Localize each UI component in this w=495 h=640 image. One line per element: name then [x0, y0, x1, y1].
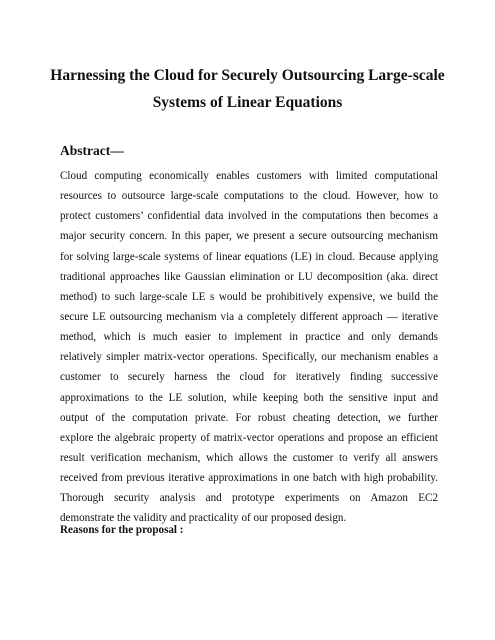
abstract-line: protect customers’ confidential data involved in the computations then becomes a: [60, 210, 438, 223]
paper-title-line-1: Harnessing the Cloud for Securely Outsourcing Large-scale: [50, 67, 445, 84]
abstract-line: output of the computation private. For robust cheating detection, we further: [60, 411, 438, 424]
abstract-line: customer to securely harness the cloud for iteratively finding successive: [60, 371, 438, 384]
paper-title: [40, 62, 455, 116]
reasons-heading: Reasons for the proposal :: [60, 524, 184, 536]
abstract-heading: Abstract—: [60, 143, 124, 158]
abstract-line: relatively simpler matrix-vector operations. Specifically, our mechanism enables a: [60, 351, 438, 364]
abstract-line: explore the algebraic property of matrix-vector operations and propose an efficient: [60, 431, 438, 444]
abstract-line: Thorough security analysis and prototype experiments on Amazon EC2: [60, 492, 438, 505]
abstract-line: result verification mechanism, which allows the customer to verify all answers: [60, 451, 438, 464]
abstract-line: Cloud computing economically enables customers with limited computational: [60, 170, 438, 182]
abstract-line: traditional approaches like Gaussian elimination or LU decomposition (aka. direct: [60, 270, 438, 283]
abstract-line: approximations to the LE solution, while keeping both the sensitive input and: [60, 391, 438, 404]
abstract-line: for solving large-scale systems of linear equations (LE) in cloud. Because applying: [60, 250, 438, 263]
abstract-line: secure LE outsourcing mechanism via a completely different approach — iterative: [60, 310, 438, 323]
abstract-line: demonstrate the validity and practicality of our proposed design.: [60, 512, 347, 525]
abstract-line: method) to such large-scale LE s would be prohibitively expensive, we build the: [60, 290, 438, 303]
abstract-body: [60, 166, 438, 529]
abstract-line: resources to outsource large-scale computations to the cloud. However, how to: [60, 190, 438, 203]
abstract-line: method, which is much easier to implement in practice and only demands: [60, 331, 438, 344]
abstract-line: major security concern. In this paper, we present a secure outsourcing mechanism: [60, 230, 438, 243]
abstract-line: received from previous iterative approximations in one batch with high probability.: [60, 472, 438, 485]
paper-title-line-2: Systems of Linear Equations: [152, 94, 343, 111]
